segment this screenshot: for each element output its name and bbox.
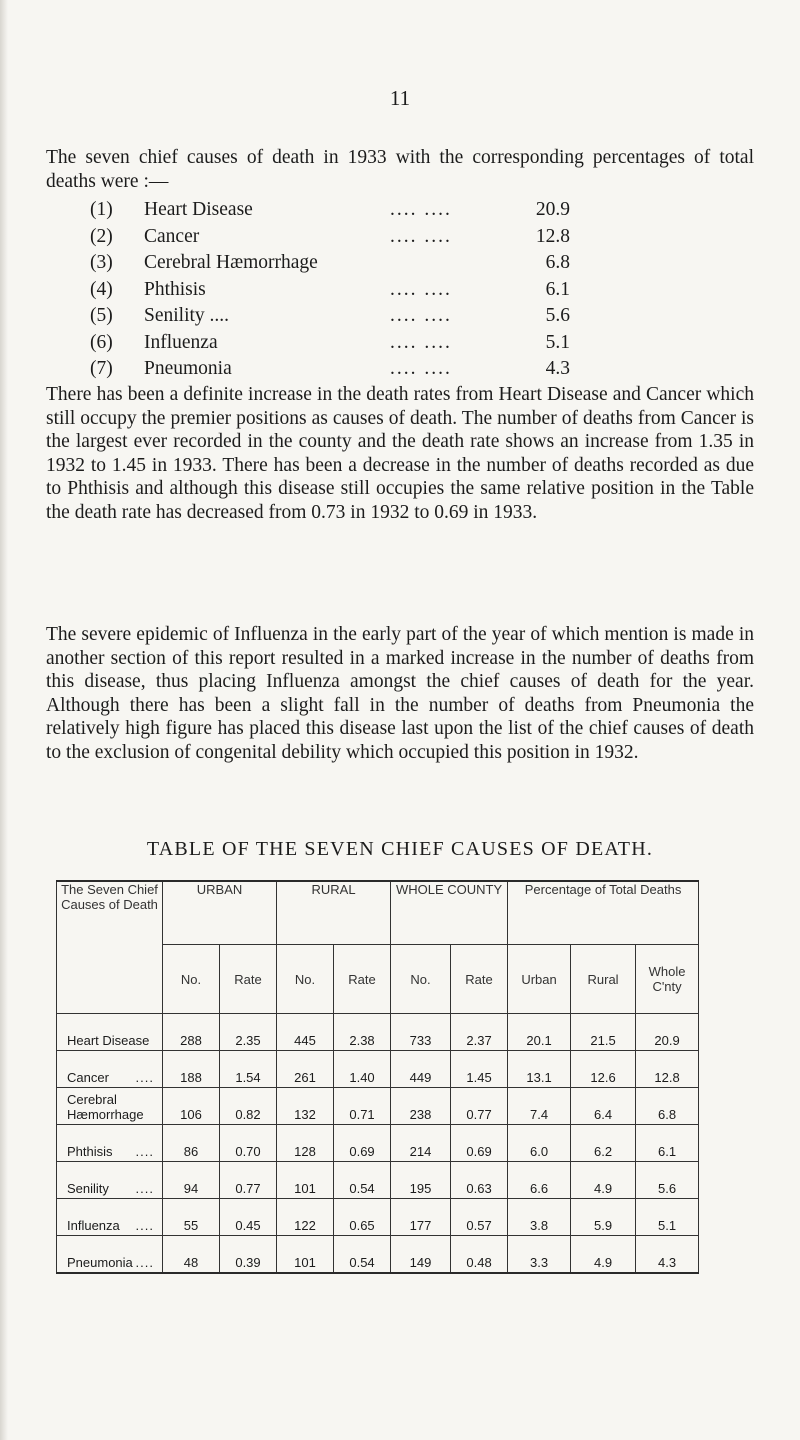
row-cause-name: Heart Disease — [57, 1014, 163, 1051]
urban-no: 86 — [163, 1125, 220, 1162]
rural-no: 445 — [277, 1014, 334, 1051]
leader-dots: .... .... — [390, 278, 452, 300]
page-number: 11 — [389, 86, 411, 110]
urban-no: 55 — [163, 1199, 220, 1236]
scan-edge-shadow — [0, 0, 8, 1440]
pct-rural: 6.4 — [571, 1088, 636, 1125]
cause-item-heart-disease — [90, 197, 570, 224]
cause-number: (5) — [90, 305, 113, 326]
urban-rate: 0.82 — [220, 1088, 277, 1125]
table-row — [57, 1199, 699, 1236]
row-cause-name: Phthisis .... — [57, 1125, 163, 1162]
county-rate: 1.45 — [451, 1051, 508, 1088]
urban-no: 188 — [163, 1051, 220, 1088]
pct-whole: 6.1 — [636, 1125, 699, 1162]
county-no: 238 — [391, 1088, 451, 1125]
cause-name: Phthisis — [144, 278, 206, 300]
urban-rate: 0.45 — [220, 1199, 277, 1236]
leader-dots: .... .... — [390, 225, 452, 247]
paragraph-influenza-epidemic: The severe epidemic of Influenza in the early part of the year of which mention is made in another section of this report resulted in a marked increase in the number of deaths from this disease, thus placing Influenza amongst the chief causes of death for the year. Although there has been a slight fall in the number of deaths from Pneumonia the relatively high figure has placed this disease last upon the list of the chief causes of death to the exclusion of congenital debility which occupied this position in 1932. — [46, 624, 754, 763]
row-cause-name: Senility .... — [57, 1162, 163, 1199]
pct-rural: 12.6 — [571, 1051, 636, 1088]
rural-rate: 0.69 — [334, 1125, 391, 1162]
pct-urban: 20.1 — [508, 1014, 571, 1051]
urban-no: 106 — [163, 1088, 220, 1125]
cause-item-pneumonia — [90, 356, 570, 383]
cause-number: (3) — [90, 252, 113, 273]
cause-name: Heart Disease — [144, 199, 253, 220]
leader-dots: .... .... — [390, 331, 452, 353]
pct-whole: 4.3 — [636, 1236, 699, 1274]
header-rural-no: No. — [277, 945, 334, 1014]
cause-percentage: 6.1 — [545, 278, 570, 300]
cause-item-cerebral-haemorrhage — [90, 250, 570, 277]
header-percentage: Percentage of Total Deaths — [508, 881, 699, 945]
county-no: 195 — [391, 1162, 451, 1199]
urban-no: 48 — [163, 1236, 220, 1274]
leader-dots: .... .... — [390, 358, 452, 379]
cause-number: (4) — [90, 278, 113, 300]
county-no: 149 — [391, 1236, 451, 1274]
rural-no: 132 — [277, 1088, 334, 1125]
cause-percentage: 4.3 — [545, 358, 570, 379]
county-rate: 0.48 — [451, 1236, 508, 1274]
cause-item-phthisis — [90, 277, 570, 304]
pct-rural: 5.9 — [571, 1199, 636, 1236]
cause-name: Influenza — [144, 331, 218, 353]
county-no: 449 — [391, 1051, 451, 1088]
cause-item-senility — [90, 303, 570, 330]
pct-whole: 6.8 — [636, 1088, 699, 1125]
table-row — [57, 1051, 699, 1088]
cause-percentage: 12.8 — [535, 225, 570, 247]
header-pct-whole: Whole C'nty — [636, 945, 699, 1014]
header-cause: The Seven Chief Causes of Death — [57, 881, 163, 1014]
row-cause-name: Cerebral Hæmorrhage — [57, 1088, 163, 1125]
table-row — [57, 1014, 699, 1051]
rural-no: 122 — [277, 1199, 334, 1236]
cause-number: (1) — [90, 199, 113, 220]
pct-whole: 5.1 — [636, 1199, 699, 1236]
header-rural-rate: Rate — [334, 945, 391, 1014]
county-rate: 0.69 — [451, 1125, 508, 1162]
rural-rate: 2.38 — [334, 1014, 391, 1051]
county-rate: 0.77 — [451, 1088, 508, 1125]
table-row — [57, 1162, 699, 1199]
pct-urban: 7.4 — [508, 1088, 571, 1125]
cause-name: Pneumonia — [144, 358, 232, 379]
table-row — [57, 1088, 699, 1125]
rural-no: 261 — [277, 1051, 334, 1088]
causes-of-death-table — [56, 880, 699, 1274]
urban-rate: 0.39 — [220, 1236, 277, 1274]
cause-percentage: 5.1 — [545, 331, 570, 353]
cause-name: Cancer — [144, 225, 200, 247]
urban-no: 94 — [163, 1162, 220, 1199]
header-pct-rural: Rural — [571, 945, 636, 1014]
county-rate: 0.63 — [451, 1162, 508, 1199]
table-row — [57, 1125, 699, 1162]
header-county-rate: Rate — [451, 945, 508, 1014]
pct-rural: 6.2 — [571, 1125, 636, 1162]
cause-number: (2) — [90, 225, 113, 247]
cause-percentage: 6.8 — [545, 252, 570, 273]
urban-rate: 0.77 — [220, 1162, 277, 1199]
pct-rural: 4.9 — [571, 1236, 636, 1274]
cause-item-influenza — [90, 330, 570, 357]
county-no: 214 — [391, 1125, 451, 1162]
pct-urban: 6.6 — [508, 1162, 571, 1199]
row-cause-name: Influenza .... — [57, 1199, 163, 1236]
header-whole-county: WHOLE COUNTY — [391, 881, 508, 945]
pct-whole: 5.6 — [636, 1162, 699, 1199]
cause-number: (6) — [90, 331, 113, 353]
county-no: 177 — [391, 1199, 451, 1236]
urban-rate: 0.70 — [220, 1125, 277, 1162]
county-no: 733 — [391, 1014, 451, 1051]
cause-name: Cerebral Hæmorrhage — [144, 252, 318, 273]
rural-no: 101 — [277, 1236, 334, 1274]
row-cause-name: Pneumonia .... — [57, 1236, 163, 1274]
cause-percentage: 20.9 — [535, 199, 570, 220]
rural-no: 101 — [277, 1162, 334, 1199]
rural-rate: 1.40 — [334, 1051, 391, 1088]
rural-rate: 0.54 — [334, 1162, 391, 1199]
header-rural: RURAL — [277, 881, 391, 945]
cause-name: Senility .... — [144, 305, 230, 326]
pct-urban: 3.3 — [508, 1236, 571, 1274]
urban-no: 288 — [163, 1014, 220, 1051]
leader-dots: .... .... — [390, 199, 452, 220]
header-urban-no: No. — [163, 945, 220, 1014]
pct-whole: 12.8 — [636, 1051, 699, 1088]
table-title: TABLE OF THE SEVEN CHIEF CAUSES OF DEATH. — [146, 838, 654, 860]
pct-urban: 3.8 — [508, 1199, 571, 1236]
cause-percentage: 5.6 — [545, 305, 570, 326]
cause-number: (7) — [90, 358, 113, 379]
pct-urban: 13.1 — [508, 1051, 571, 1088]
urban-rate: 2.35 — [220, 1014, 277, 1051]
pct-rural: 21.5 — [571, 1014, 636, 1051]
rural-no: 128 — [277, 1125, 334, 1162]
header-urban-rate: Rate — [220, 945, 277, 1014]
cause-item-cancer — [90, 224, 570, 251]
county-rate: 0.57 — [451, 1199, 508, 1236]
rural-rate: 0.71 — [334, 1088, 391, 1125]
urban-rate: 1.54 — [220, 1051, 277, 1088]
header-urban: URBAN — [163, 881, 277, 945]
county-rate: 2.37 — [451, 1014, 508, 1051]
pct-urban: 6.0 — [508, 1125, 571, 1162]
pct-rural: 4.9 — [571, 1162, 636, 1199]
header-pct-urban: Urban — [508, 945, 571, 1014]
rural-rate: 0.65 — [334, 1199, 391, 1236]
intro-paragraph: The seven chief causes of death in 1933 with the corresponding percentages of total deaths were :— — [46, 147, 754, 192]
rural-rate: 0.54 — [334, 1236, 391, 1274]
chief-causes-list — [90, 197, 570, 383]
header-county-no: No. — [391, 945, 451, 1014]
table-row — [57, 1236, 699, 1274]
pct-whole: 20.9 — [636, 1014, 699, 1051]
row-cause-name: Cancer .... — [57, 1051, 163, 1088]
leader-dots: .... .... — [390, 305, 452, 326]
paragraph-death-rates: There has been a definite increase in the death rates from Heart Disease and Cancer which still occupy the premier positions as causes of death. The number of deaths from Cancer is the largest ever recorded in the county and the death rate shows an increase from 1.35 in 1932 to 1.45 in 1933. There has been a decrease in the number of deaths recorded as due to Phthisis and although this disease still occupies the same relative position in the Table the death rate has decreased from 0.73 in 1932 to 0.69 in 1933. — [46, 384, 754, 523]
